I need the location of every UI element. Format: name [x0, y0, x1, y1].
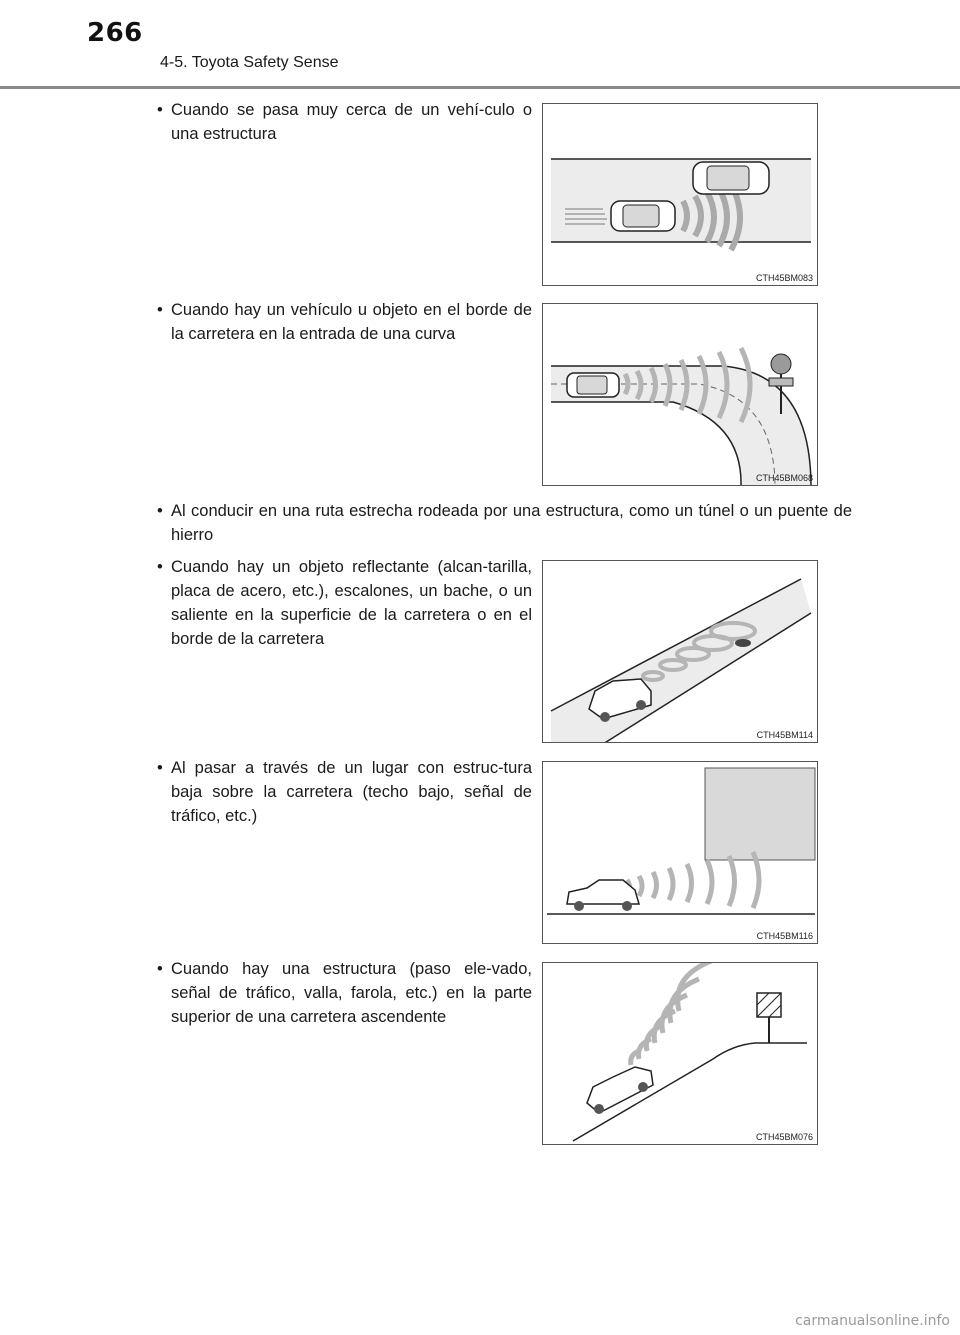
- bullet-item: • Cuando hay un objeto reflectante (alcan-tarilla, placa de acero, etc.), escalones, un bache, o un saliente en la superficie de la carretera o en el borde de la carretera: [157, 555, 532, 651]
- figure-code: CTH45BM076: [755, 1132, 813, 1142]
- section-title: 4-5. Toyota Safety Sense: [160, 54, 339, 71]
- bullet-item: • Al pasar a través de un lugar con estruc-tura baja sobre la carretera (techo bajo, señal de tráfico, etc.): [157, 756, 532, 828]
- figure-code: CTH45BM083: [755, 273, 813, 283]
- footer-watermark[interactable]: carmanualsonline.info: [795, 1313, 950, 1329]
- figure-code: CTH45BM114: [756, 730, 813, 740]
- header-rule: [0, 86, 960, 89]
- car-icon: [567, 880, 639, 911]
- bullet-item: • Cuando se pasa muy cerca de un vehí-culo o una estructura: [157, 98, 532, 146]
- car-icon: [567, 373, 619, 397]
- figure-low-structure: [542, 761, 818, 944]
- parked-car-icon: [693, 162, 769, 194]
- figure-reflective-object: [542, 560, 818, 743]
- bullet-item: • Cuando hay una estructura (paso ele-vado, señal de tráfico, valla, farola, etc.) en la parte superior de una carretera ascendente: [157, 957, 532, 1029]
- figure-uphill-structure: [542, 962, 818, 1145]
- car-icon: [587, 1067, 653, 1114]
- figure-code: CTH45BM068: [755, 473, 813, 483]
- bullet-item: • Al conducir en una ruta estrecha rodeada por una estructura, como un túnel o un puente de hierro: [157, 499, 852, 547]
- bullet-item: • Cuando hay un vehículo u objeto en el borde de la carretera en la entrada de una curva: [157, 298, 532, 346]
- figure-curve-entry: [542, 303, 818, 486]
- car-icon: [611, 201, 675, 231]
- road-sign-icon: [757, 993, 781, 1043]
- figure-code: CTH45BM116: [756, 931, 813, 941]
- page-number: 266: [87, 18, 143, 48]
- figure-close-pass: [542, 103, 818, 286]
